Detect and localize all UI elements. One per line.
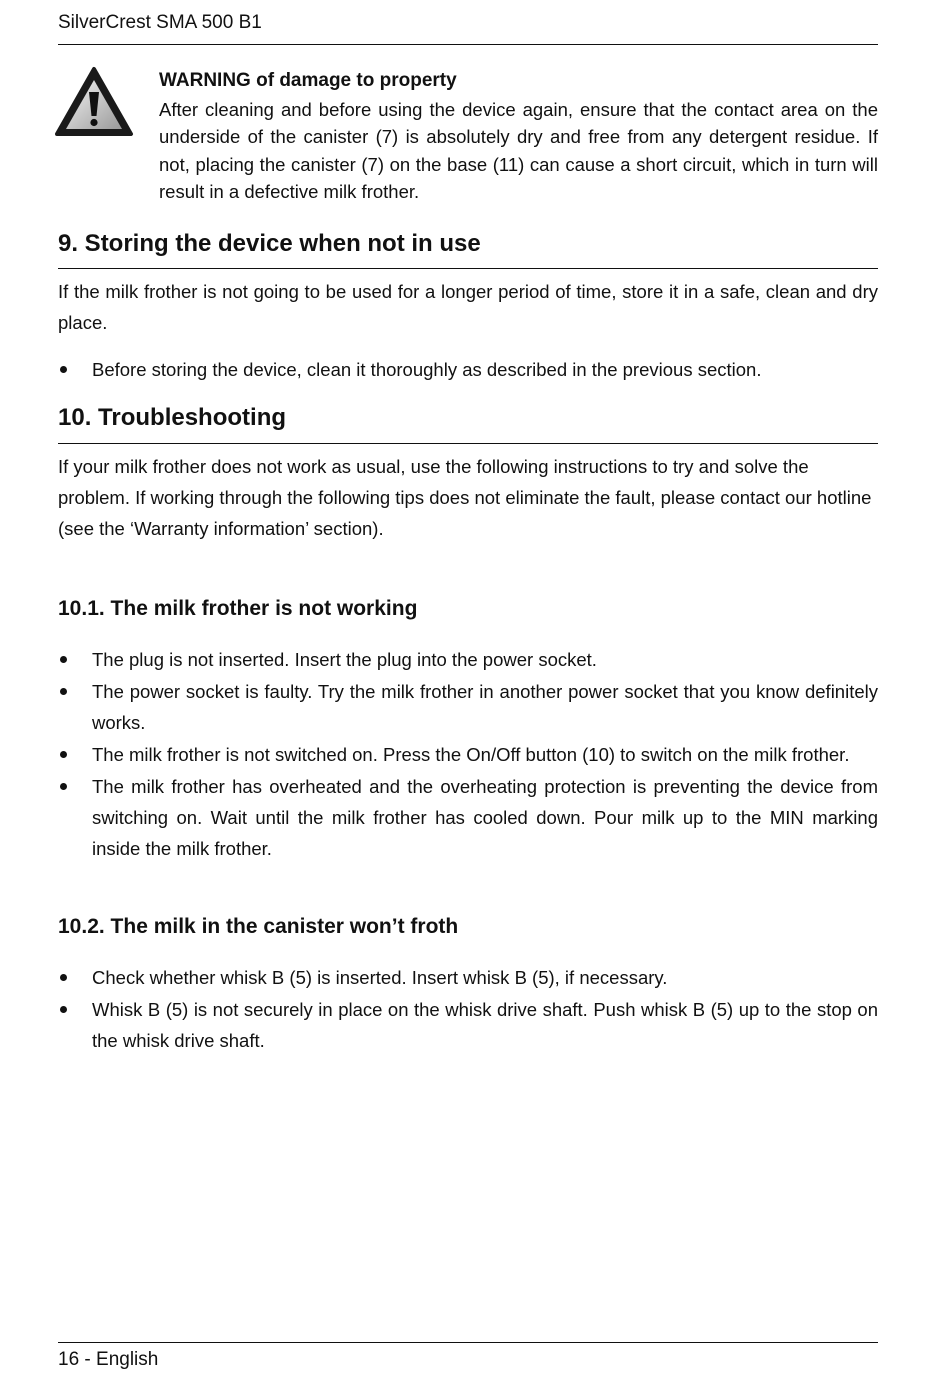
list-item: The milk frother has overheated and the overheating protection is preventing the device from switching on. Wait until the milk frother has cooled down. Pour milk up to the MIN marking inside the milk frother. <box>58 771 878 864</box>
manual-page <box>58 0 878 1374</box>
header-rule <box>58 44 878 45</box>
section-10-1-bullets <box>58 644 878 865</box>
section-9-bullets <box>58 354 878 386</box>
section-10-rule <box>58 443 878 444</box>
bullet-icon <box>60 688 67 695</box>
section-10-2-heading: 10.2. The milk in the canister won’t froth <box>58 915 459 938</box>
bullet-icon <box>60 783 67 790</box>
page-number: 16 - English <box>58 1349 159 1370</box>
list-item: The milk frother is not switched on. Press the On/Off button (10) to switch on the milk frother. <box>58 739 878 770</box>
bullet-icon <box>60 656 67 663</box>
section-10-heading: 10. Troubleshooting <box>58 404 287 431</box>
list-item: The power socket is faulty. Try the milk frother in another power socket that you know definitely works. <box>58 676 878 738</box>
bullet-icon <box>60 974 67 981</box>
running-header: SilverCrest SMA 500 B1 <box>58 12 262 33</box>
bullet-icon <box>60 366 67 373</box>
list-item: Before storing the device, clean it thoroughly as described in the previous section. <box>58 354 878 385</box>
section-9-heading: 9. Storing the device when not in use <box>58 230 481 257</box>
warning-title: WARNING of damage to property <box>159 70 457 91</box>
list-item: Whisk B (5) is not securely in place on the whisk drive shaft. Push whisk B (5) up to the stop on the whisk drive shaft. <box>58 994 878 1056</box>
list-item: Check whether whisk B (5) is inserted. Insert whisk B (5), if necessary. <box>58 962 878 993</box>
section-9-intro: If the milk frother is not going to be used for a longer period of time, store it in a safe, clean and dry place. <box>58 281 878 333</box>
bullet-icon <box>60 751 67 758</box>
section-10-2-bullets <box>58 962 878 1057</box>
section-10-1-heading: 10.1. The milk frother is not working <box>58 597 418 620</box>
warning-text: After cleaning and before using the device again, ensure that the contact area on the underside of the canister (7) is absolutely dry and free from any detergent residue. If not, placing the canister (7) on the base (11) can cause a short circuit, which in turn will result in a defective milk frother. <box>159 99 878 202</box>
footer-rule <box>58 1342 878 1343</box>
section-10-intro: If your milk frother does not work as usual, use the following instructions to try and solve the problem. If working through the following tips does not eliminate the fault, please contact our hotline (see the ‘Warranty information’ section). <box>58 456 872 539</box>
warning-triangle-icon <box>54 66 134 138</box>
section-9-rule <box>58 268 878 269</box>
bullet-icon <box>60 1006 67 1013</box>
list-item: The plug is not inserted. Insert the plug into the power socket. <box>58 644 878 675</box>
